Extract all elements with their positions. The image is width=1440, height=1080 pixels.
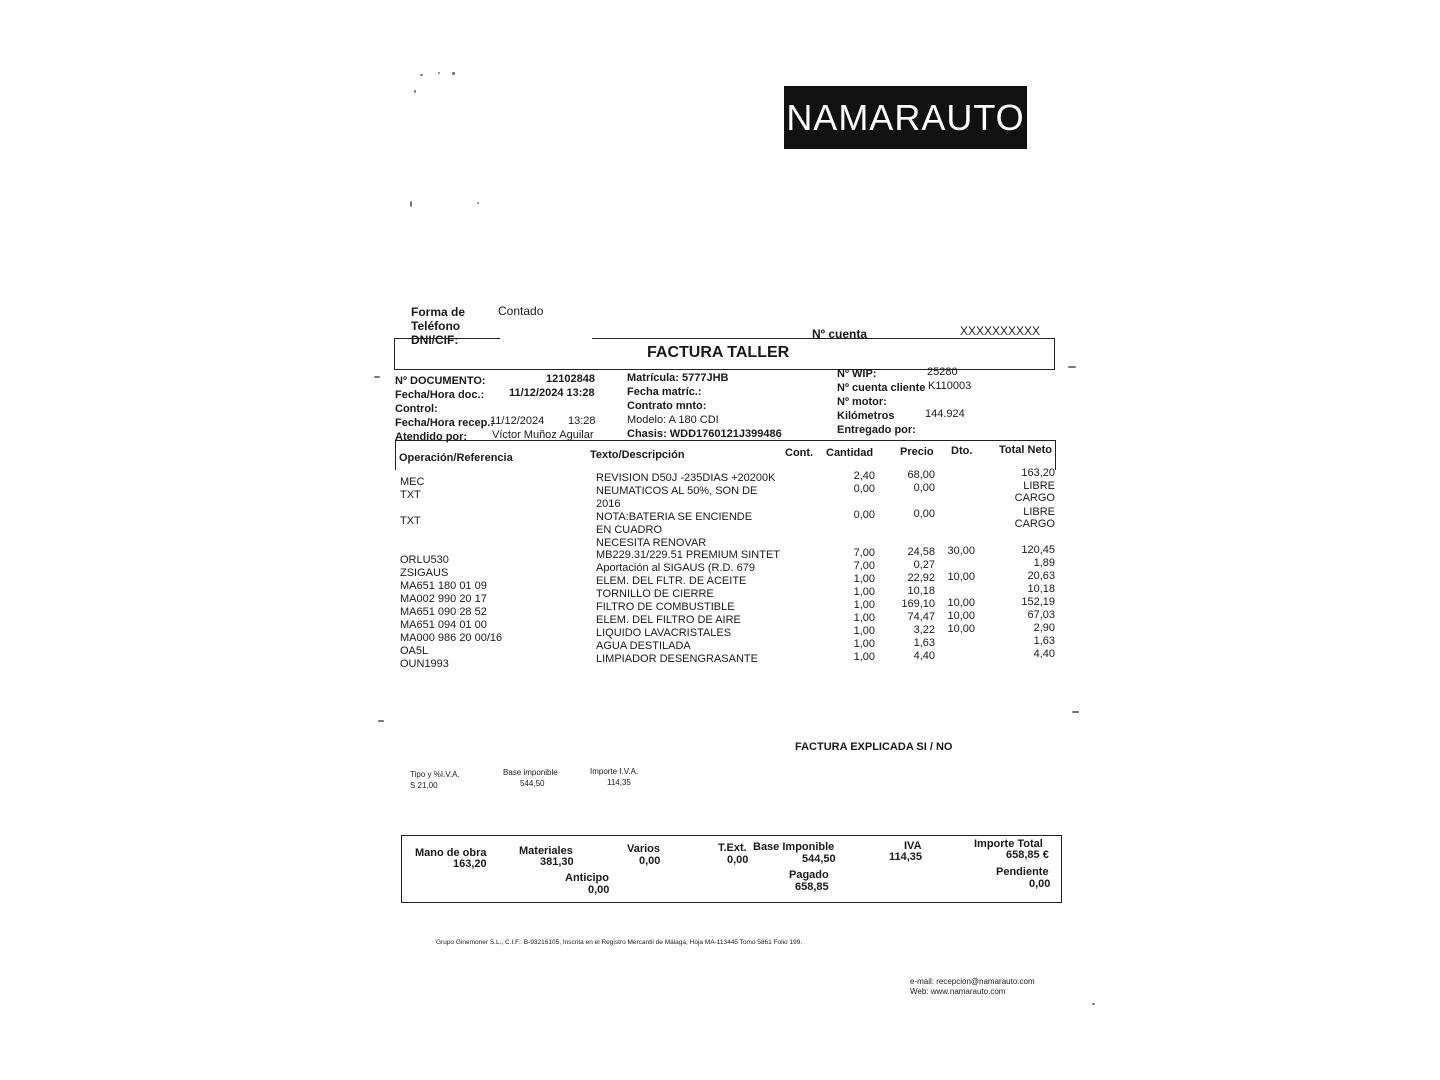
row-price: 22,92 [907, 572, 935, 584]
telefono-label: Teléfono [411, 319, 461, 333]
row-ref: TXT [400, 515, 421, 527]
row-total: 1,63 [1033, 635, 1055, 647]
row-qty: 2,40 [853, 470, 875, 482]
anticipo-value: 0,00 [588, 884, 610, 896]
row-ref: MA002 990 20 17 [400, 593, 487, 605]
row-qty: 7,00 [853, 560, 875, 572]
row-desc: LIQUIDO LAVACRISTALES [596, 627, 732, 639]
row-disc: 10,00 [947, 571, 975, 583]
row-desc: AGUA DESTILADA [596, 640, 691, 652]
atendido-label: Atendido por: [395, 431, 468, 443]
materiales-value: 381,30 [540, 856, 574, 868]
tax-importe-value: 114,35 [607, 778, 631, 787]
row-qty: 1,00 [853, 638, 875, 650]
scan-speck [1092, 1003, 1095, 1005]
row-qty: 1,00 [853, 586, 875, 598]
row-ref: MA651 094 01 00 [400, 619, 487, 631]
modelo: Modelo: A 180 CDI [627, 414, 719, 426]
chasis: Chasis: WDD1760121J399486 [627, 428, 782, 440]
row-total: 2,90 [1033, 622, 1055, 634]
tax-base-value: 544,50 [520, 779, 545, 788]
row-desc: ELEM. DEL FLTR. DE ACEITE [596, 575, 747, 587]
row-desc: 2016 [596, 498, 621, 510]
dni-label: DNI/CIF: [411, 333, 459, 347]
document-title: FACTURA TALLER [647, 344, 790, 361]
row-disc: 10,00 [947, 610, 975, 622]
fecha-doc-value: 11/12/2024 13:28 [509, 387, 595, 399]
cuenta-value: XXXXXXXXXX [960, 324, 1041, 338]
row-ref: OUN1993 [400, 658, 449, 670]
row-price: 0,00 [913, 508, 935, 520]
materiales-label: Materiales [519, 845, 573, 857]
row-total: 20,63 [1027, 570, 1055, 582]
row-desc: NOTA:BATERIA SE ENCIENDE [596, 511, 753, 523]
factura-explicada: FACTURA EXPLICADA SI / NO [795, 741, 953, 753]
row-ref: ZSIGAUS [400, 567, 449, 579]
recep-time: 13:28 [568, 415, 596, 427]
row-qty: 1,00 [853, 612, 875, 624]
documento-value: 12102848 [546, 373, 595, 385]
km-label: Kilómetros [837, 410, 895, 422]
footer-email: e-mail: recepcion@namarauto.com [910, 977, 1035, 986]
pendiente-value: 0,00 [1029, 878, 1051, 890]
scan-speck [378, 720, 384, 722]
scan-speck [420, 74, 423, 76]
row-price: 0,27 [913, 559, 935, 571]
text-label: T.Ext. [718, 842, 747, 854]
row-price: 0,00 [913, 482, 935, 494]
row-total: 67,03 [1027, 609, 1055, 621]
cuenta-cliente-value: K110003 [928, 380, 972, 392]
row-disc: 30,00 [947, 545, 975, 557]
row-total: 152,19 [1021, 596, 1055, 608]
base-label: Base Imponible [753, 841, 835, 853]
pagado-label: Pagado [789, 869, 829, 881]
row-qty: 1,00 [853, 599, 875, 611]
scan-speck [410, 201, 412, 207]
scan-speck [438, 72, 440, 74]
row-total: 10,18 [1027, 583, 1055, 595]
tax-tipo-label: Tipo y %I.V.A. [410, 770, 460, 779]
row-price: 68,00 [907, 469, 935, 481]
th-dto: Dto. [951, 445, 973, 457]
tax-base-label: Base imponible [503, 768, 558, 777]
row-ref: TXT [400, 489, 421, 501]
row-ref: MEC [400, 476, 425, 488]
row-total: 120,45 [1021, 544, 1055, 556]
row-total: 1,89 [1033, 557, 1055, 569]
row-desc: LIMPIADOR DESENGRASANTE [596, 653, 758, 665]
matricula: Matrícula: 5777JHB [627, 372, 729, 384]
row-ref: MA651 180 01 09 [400, 580, 487, 592]
row-desc: NECESITA RENOVAR [596, 537, 707, 549]
th-operacion: Operación/Referencia [399, 452, 513, 464]
row-qty: 1,00 [853, 651, 875, 663]
importe-label: Importe Total [974, 838, 1043, 850]
iva-value: 114,35 [889, 851, 923, 863]
mano-label: Mano de obra [415, 847, 487, 859]
company-logo: NAMARAUTO [784, 86, 1027, 149]
row-total: LIBRE CARGO [1014, 506, 1055, 530]
base-value: 544,50 [802, 853, 836, 865]
varios-value: 0,00 [639, 855, 661, 867]
wip-value: 25280 [927, 366, 958, 378]
recep-date: 11/12/2024 [490, 415, 545, 427]
row-price: 4,40 [913, 650, 935, 662]
scan-speck [414, 90, 416, 93]
row-desc: NEUMATICOS AL 50%, SON DE [596, 485, 758, 497]
tax-importe-label: Importe I.V.A. [590, 767, 639, 776]
mano-value: 163,20 [453, 858, 487, 870]
row-qty: 1,00 [853, 573, 875, 585]
scan-speck [1068, 366, 1076, 368]
forma-de-value: Contado [498, 304, 544, 318]
row-price: 3,22 [913, 624, 935, 636]
th-texto: Texto/Descripción [590, 449, 685, 461]
row-qty: 0,00 [853, 483, 875, 495]
varios-label: Varios [627, 843, 661, 855]
row-qty: 7,00 [853, 547, 875, 559]
pendiente-label: Pendiente [996, 866, 1049, 878]
th-cantidad: Cantidad [826, 447, 874, 459]
scan-speck [1072, 711, 1079, 713]
forma-de-label: Forma de [411, 305, 466, 319]
row-total: LIBRE CARGO [1014, 480, 1055, 504]
title-box-gap [500, 336, 592, 342]
row-desc: FILTRO DE COMBUSTIBLE [596, 601, 735, 613]
row-price: 169,10 [901, 598, 935, 610]
cuenta-label: Nº cuenta [812, 327, 868, 341]
th-total: Total Neto [999, 444, 1052, 456]
row-price: 74,47 [907, 611, 935, 623]
th-precio: Precio [900, 446, 934, 458]
row-disc: 10,00 [947, 597, 975, 609]
entregado-label: Entregado por: [837, 424, 916, 436]
wip-label: Nº WIP: [837, 368, 877, 380]
pagado-value: 658,85 [795, 881, 829, 893]
scan-speck [477, 202, 479, 204]
row-total: 4,40 [1033, 648, 1055, 660]
row-ref: ORLU530 [400, 554, 449, 566]
th-cont: Cont. [785, 447, 814, 459]
atendido-value: Víctor Muñoz Aguilar [492, 429, 594, 441]
row-qty: 0,00 [853, 509, 875, 521]
cuenta-cliente-label: Nº cuenta cliente [837, 382, 926, 394]
row-price: 10,18 [907, 585, 935, 597]
motor-label: Nº motor: [837, 396, 887, 408]
text-value: 0,00 [727, 854, 749, 866]
contrato: Contrato mnto: [627, 400, 707, 412]
row-price: 24,58 [907, 546, 935, 558]
legal-footer: Grupo Ginemoner S.L., C.I.F.: B-93216105, Inscrita en el Registro Mercantil de Málaga, Hoja MA-113445 Tomo 5861 Folio 199. [436, 939, 803, 946]
fecha-matric: Fecha matríc.: [627, 386, 702, 398]
row-desc: REVISION D50J -235DIAS +20200K [596, 472, 776, 484]
row-ref: MA651 090 28 52 [400, 606, 487, 618]
row-desc: MB229.31/229.51 PREMIUM SINTET [596, 549, 781, 561]
row-total: 163,20 [1021, 467, 1055, 479]
footer-web: Web: www.namarauto.com [910, 987, 1006, 996]
scan-speck [452, 72, 455, 75]
row-disc: 10,00 [947, 623, 975, 635]
row-desc: ELEM. DEL FILTRO DE AIRE [596, 614, 741, 626]
row-desc: Aportación al SIGAUS (R.D. 679 [596, 562, 755, 574]
row-qty: 1,00 [853, 625, 875, 637]
row-desc: EN CUADRO [596, 524, 663, 536]
anticipo-label: Anticipo [565, 872, 609, 884]
recep-label: Fecha/Hora recep.: [395, 417, 495, 429]
tax-tipo-value: S 21,00 [410, 781, 438, 790]
iva-label: IVA [904, 840, 922, 852]
km-value: 144.924 [925, 408, 965, 420]
row-price: 1,63 [913, 637, 935, 649]
row-ref: MA000 986 20 00/16 [400, 632, 503, 644]
row-ref: OA5L [400, 645, 429, 657]
row-desc: TORNILLO DE CIERRE [596, 588, 714, 600]
fecha-doc-label: Fecha/Hora doc.: [395, 389, 485, 401]
scan-speck [374, 376, 380, 378]
importe-value: 658,85 € [1006, 849, 1049, 861]
control-label: Control: [395, 403, 438, 415]
documento-label: Nº DOCUMENTO: [395, 375, 486, 387]
